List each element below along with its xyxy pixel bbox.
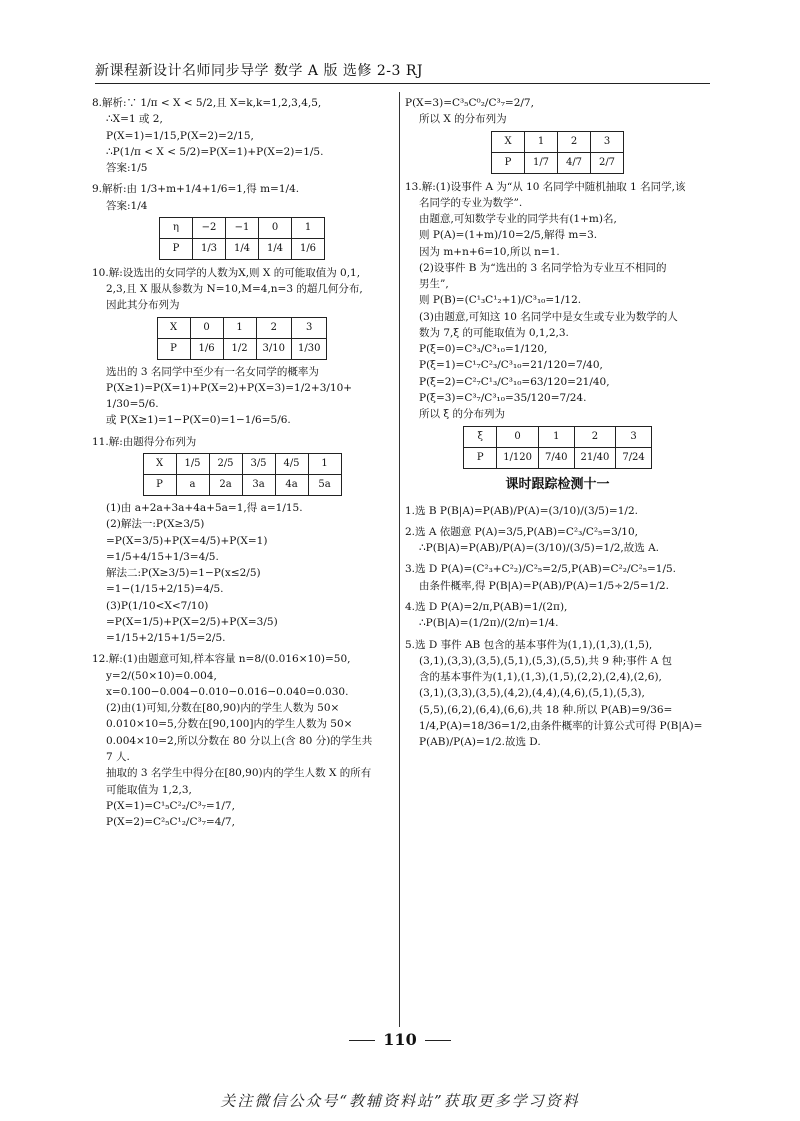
table-row xyxy=(160,238,325,259)
table-cell: 7/40 xyxy=(539,447,574,468)
text-line: 由题意,可知数学专业的同学共有(1+m)名, xyxy=(419,213,617,226)
table-cell: 1 xyxy=(525,131,558,152)
text-line: 0.004×10=2,所以分数在 80 分以上(含 80 分)的学生共 xyxy=(106,734,373,747)
solution-block xyxy=(405,637,710,751)
table-cell: 0 xyxy=(497,426,539,447)
running-header: 新课程新设计名师同步导学 数学 A 版 选修 2-3 RJ xyxy=(95,63,424,79)
table-cell: 2 xyxy=(574,426,616,447)
table-cell: 1/6 xyxy=(292,238,325,259)
table-cell: 1 xyxy=(308,453,341,474)
text-line: ∴P(1/π < X < 5/2)=P(X=1)+P(X=2)=1/5. xyxy=(106,145,324,158)
solution-block xyxy=(92,181,392,260)
text-line: P(X=1)=1/15,P(X=2)=2/15, xyxy=(106,129,254,142)
text-line: 数为 7,ξ 的可能取值为 0,1,2,3. xyxy=(419,326,569,339)
text-line: 男生”, xyxy=(419,278,449,291)
table-cell: 21/40 xyxy=(574,447,616,468)
text-line: 0.010×10=5,分数在[90,100]内的学生人数为 50× xyxy=(106,718,353,731)
table-cell: 1/7 xyxy=(525,152,558,173)
table-cell: P xyxy=(143,474,176,495)
table-cell: 1 xyxy=(539,426,574,447)
text-line: 13.解:(1)设事件 A 为“从 10 名同学中随机抽取 1 名同学,该 xyxy=(405,180,686,193)
text-line: 名同学的专业为数学”. xyxy=(419,196,523,209)
table-cell: 1/30 xyxy=(292,338,327,359)
text-line: x=0.100−0.004−0.010−0.016−0.040=0.030. xyxy=(106,685,349,698)
text-line: 7 人. xyxy=(106,750,130,763)
text-line: 含的基本事件为(1,1),(1,3),(1,5),(2,2),(2,4),(2,6), xyxy=(419,671,662,684)
text-line: P(X=3)=C³₅C⁰₂/C³₇=2/7, xyxy=(405,97,534,109)
table-cell: 2/7 xyxy=(591,152,624,173)
text-line: (3)P(1/10<X<7/10) xyxy=(106,599,209,612)
text-line: 所以 ξ 的分布列为 xyxy=(419,408,505,421)
text-line: ∴X=1 或 2, xyxy=(106,113,163,126)
distribution-table xyxy=(159,217,325,260)
table-cell: 1/120 xyxy=(497,447,539,468)
text-line: 抽取的 3 名学生中得分在[80,90)内的学生人数 X 的所有 xyxy=(106,767,372,780)
table-cell: 1/4 xyxy=(259,238,292,259)
table-cell: 4/7 xyxy=(558,152,591,173)
table-row xyxy=(143,453,341,474)
text-line: =1−(1/15+2/15)=4/5. xyxy=(106,583,224,596)
table-cell: η xyxy=(160,217,193,238)
table-row xyxy=(492,152,624,173)
table-cell: 1 xyxy=(292,217,325,238)
text-line: (2)解法一:P(X≥3/5) xyxy=(106,518,205,531)
table-cell: 3a xyxy=(242,474,275,495)
table-cell: 3 xyxy=(616,426,651,447)
table-row xyxy=(157,338,327,359)
table-cell: 7/24 xyxy=(616,447,651,468)
table-cell: a xyxy=(176,474,209,495)
text-line: (2)设事件 B 为“选出的 3 名同学恰为专业互不相同的 xyxy=(419,261,667,274)
text-line: 所以 X 的分布列为 xyxy=(419,113,507,126)
table-cell: X xyxy=(157,317,190,338)
table-cell: 1/5 xyxy=(176,453,209,474)
solution-block xyxy=(92,434,392,647)
text-line: (1)由 a+2a+3a+4a+5a=1,得 a=1/15. xyxy=(106,501,303,514)
table-row xyxy=(492,131,624,152)
text-line: P(ξ=0)=C³₃/C³₁₀=1/120, xyxy=(419,343,548,356)
solution-block xyxy=(405,561,710,594)
text-line: P(X=2)=C²₅C¹₂/C³₇=4/7, xyxy=(106,816,235,829)
table-cell: 1/3 xyxy=(193,238,226,259)
solution-block xyxy=(405,524,710,557)
column-divider xyxy=(399,92,400,1027)
text-line: 9.解析:由 1/3+m+1/4+1/6=1,得 m=1/4. xyxy=(92,183,300,196)
text-line: 1.选 B P(B|A)=P(AB)/P(A)=(3/10)/(3/5)=1/2. xyxy=(405,504,638,517)
table-row xyxy=(160,217,325,238)
text-line: =P(X=3/5)+P(X=4/5)+P(X=1) xyxy=(106,534,268,547)
table-cell: P xyxy=(160,238,193,259)
solution-block xyxy=(405,95,710,174)
text-line: y=2/(50×10)=0.004, xyxy=(106,669,217,682)
solution-block xyxy=(405,503,710,519)
text-line: 10.解:设选出的女同学的人数为X,则 X 的可能取值为 0,1, xyxy=(92,266,361,279)
text-line: 由条件概率,得 P(B|A)=P(AB)/P(A)=1/5÷2/5=1/2. xyxy=(419,579,669,592)
solution-block xyxy=(92,265,392,429)
table-cell: 1/2 xyxy=(223,338,256,359)
left-column xyxy=(92,95,392,835)
text-line: 3.选 D P(A)=(C²₃+C²₂)/C²₅=2/5,P(AB)=C²₂/C²₅=1/5. xyxy=(405,563,677,576)
text-line: P(ξ=1)=C¹₇C²₃/C³₁₀=21/120=7/40, xyxy=(419,359,603,372)
text-line: (3,1),(3,3),(3,5),(5,1),(5,3),(5,5),共 9 种;事件 A 包 xyxy=(419,654,673,667)
text-line: (2)由(1)可知,分数在[80,90)内的学生人数为 50× xyxy=(106,702,340,715)
table-cell: 3 xyxy=(591,131,624,152)
footer-note: 关注微信公众号“教辅资料站”获取更多学习资料 xyxy=(220,1092,580,1110)
table-cell: 5a xyxy=(308,474,341,495)
text-line: P(AB)/P(A)=1/2.故选 D. xyxy=(419,736,541,749)
text-line: P(ξ=2)=C²₇C¹₃/C³₁₀=63/120=21/40, xyxy=(419,375,610,388)
table-row xyxy=(157,317,327,338)
distribution-table xyxy=(491,131,624,174)
solution-block xyxy=(92,651,392,830)
table-cell: P xyxy=(157,338,190,359)
page-number-text: 110 xyxy=(383,1030,417,1049)
solution-block xyxy=(405,179,710,469)
table-cell: 1/6 xyxy=(190,338,223,359)
text-line: =1/15+2/15+1/5=2/5. xyxy=(106,632,226,645)
text-line: 4.选 D P(A)=2/π,P(AB)=1/(2π), xyxy=(405,600,568,613)
text-line: 2.选 A 依题意 P(A)=3/5,P(AB)=C²₃/C²₅=3/10, xyxy=(405,525,638,538)
solution-block xyxy=(92,95,392,176)
text-line: 因此其分布列为 xyxy=(106,299,180,312)
table-cell: 3/10 xyxy=(256,338,291,359)
text-line: 1/4,P(A)=18/36=1/2,由条件概率的计算公式可得 P(B|A)= xyxy=(419,719,703,732)
text-line: 则 P(A)=(1+m)/10=2/5,解得 m=3. xyxy=(419,229,598,242)
table-cell: 0 xyxy=(259,217,292,238)
table-cell: −1 xyxy=(226,217,259,238)
table-cell: P xyxy=(464,447,497,468)
text-line: 因为 m+n+6=10,所以 n=1. xyxy=(419,245,560,258)
table-cell: X xyxy=(143,453,176,474)
table-cell: 1 xyxy=(223,317,256,338)
table-cell: 4a xyxy=(275,474,308,495)
table-row xyxy=(464,426,652,447)
distribution-table xyxy=(157,317,328,360)
table-cell: 2 xyxy=(558,131,591,152)
text-line: =1/5+4/15+1/3=4/5. xyxy=(106,550,219,563)
table-row xyxy=(143,474,341,495)
table-cell: P xyxy=(492,152,525,173)
text-line: P(X=1)=C¹₅C²₂/C³₇=1/7, xyxy=(106,799,235,812)
table-cell: 2/5 xyxy=(209,453,242,474)
text-line: =P(X=1/5)+P(X=2/5)+P(X=3/5) xyxy=(106,615,278,628)
text-line: 8.解析:∵ 1/π < X < 5/2,且 X=k,k=1,2,3,4,5, xyxy=(92,97,322,109)
text-line: 答案:1/5 xyxy=(106,162,148,175)
table-cell: 3 xyxy=(292,317,327,338)
text-line: 选出的 3 名同学中至少有一名女同学的概率为 xyxy=(106,365,319,378)
table-cell: 2 xyxy=(256,317,291,338)
table-cell: 2a xyxy=(209,474,242,495)
distribution-table xyxy=(143,453,342,496)
section-title-block xyxy=(405,475,710,495)
text-line: 5.选 D 事件 AB 包含的基本事件为(1,1),(1,3),(1,5), xyxy=(405,638,653,651)
text-line: 1/30=5/6. xyxy=(106,398,159,411)
text-line: 2,3,且 X 服从参数为 N=10,M=4,n=3 的超几何分布, xyxy=(106,283,363,296)
table-cell: ξ xyxy=(464,426,497,447)
text-line: 可能取值为 1,2,3, xyxy=(106,783,192,796)
text-line: 则 P(B)=(C¹₃C¹₂+1)/C³₁₀=1/12. xyxy=(419,294,582,307)
table-cell: 0 xyxy=(190,317,223,338)
table-row xyxy=(464,447,652,468)
table-cell: 3/5 xyxy=(242,453,275,474)
text-line: 解法二:P(X≥3/5)=1−P(x≤2/5) xyxy=(106,567,261,580)
text-line: P(ξ=3)=C³₇/C³₁₀=35/120=7/24. xyxy=(419,391,587,404)
table-cell: X xyxy=(492,131,525,152)
distribution-table xyxy=(463,426,652,469)
page-number xyxy=(0,1030,800,1049)
text-line: P(X≥1)=P(X=1)+P(X=2)+P(X=3)=1/2+3/10+ xyxy=(106,381,353,394)
text-line: 12.解:(1)由题意可知,样本容量 n=8/(0.016×10)=50, xyxy=(92,653,351,666)
text-line: (3,1),(3,3),(3,5),(4,2),(4,4),(4,6),(5,1),(5,3), xyxy=(419,687,645,700)
text-line: (5,5),(6,2),(6,4),(6,6),共 18 种.所以 P(AB)=9/36= xyxy=(419,703,673,716)
text-line: ∴P(B|A)=(1/2π)/(2/π)=1/4. xyxy=(419,617,559,630)
section-title: 课时跟踪检测十一 xyxy=(505,476,610,492)
text-line: 或 P(X≥1)=1−P(X=0)=1−1/6=5/6. xyxy=(106,414,291,427)
table-cell: −2 xyxy=(193,217,226,238)
table-cell: 4/5 xyxy=(275,453,308,474)
text-line: (3)由题意,可知这 10 名同学中是女生或专业为数学的人 xyxy=(419,310,678,323)
solution-block xyxy=(405,599,710,632)
text-line: 11.解:由题得分布列为 xyxy=(92,435,197,448)
right-column xyxy=(405,95,710,755)
header-rule xyxy=(95,83,710,84)
text-line: ∴P(B|A)=P(AB)/P(A)=(3/10)/(3/5)=1/2,故选 A. xyxy=(419,542,659,555)
text-line: 答案:1/4 xyxy=(106,199,148,212)
table-cell: 1/4 xyxy=(226,238,259,259)
